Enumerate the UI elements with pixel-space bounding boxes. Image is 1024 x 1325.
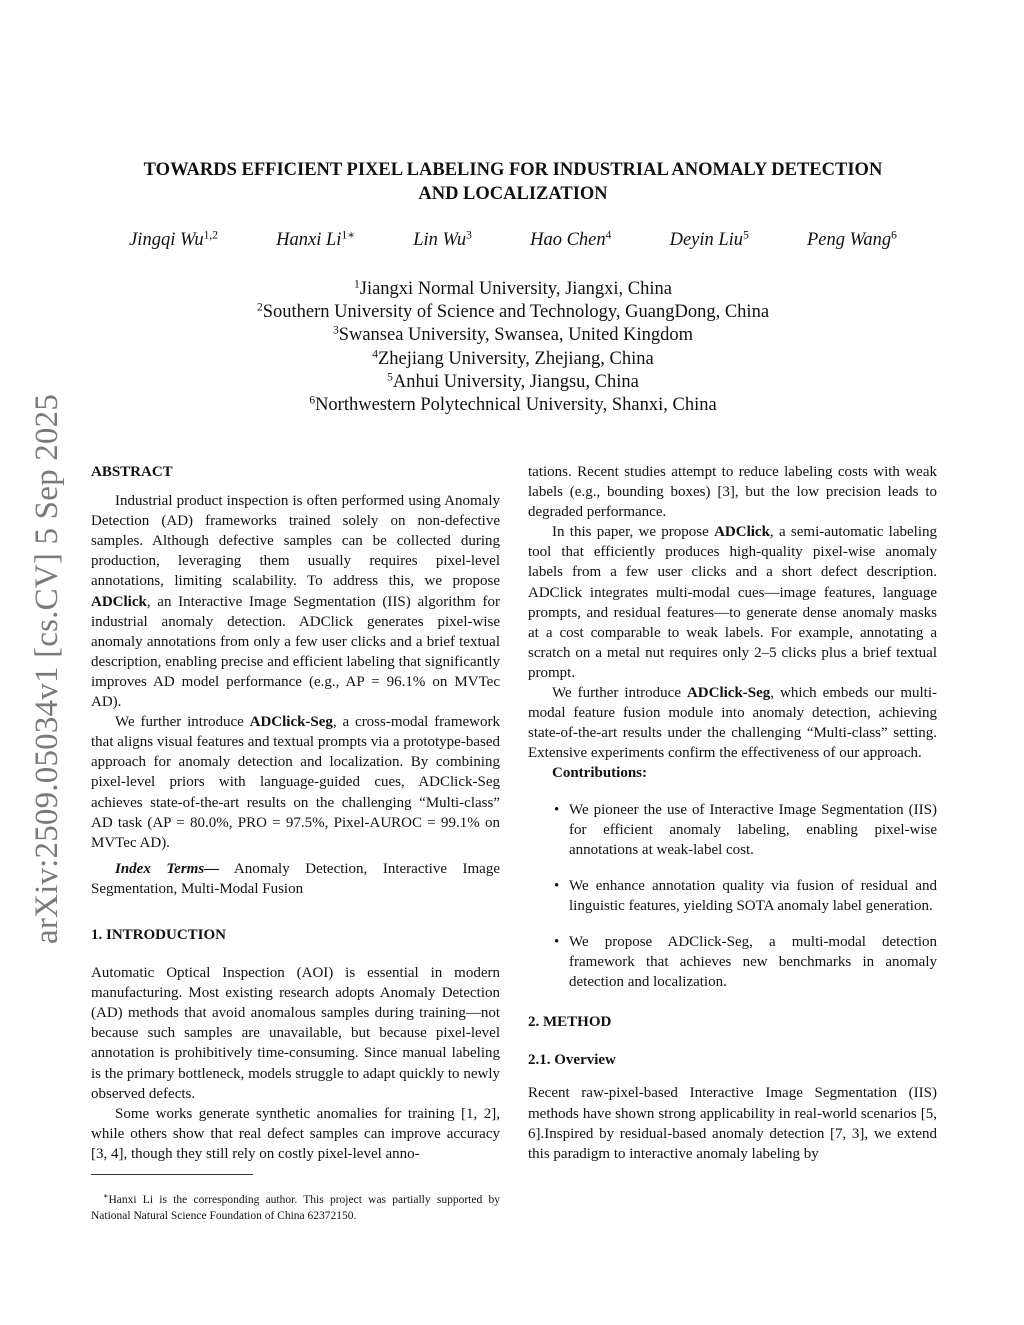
paper-title <box>100 158 926 206</box>
intro-paragraph-1: Automatic Optical Inspection (AOI) is essential in modern manufacturing. Most existing research adopts Anomaly Detection (AD) methods that avoid anomalous samples during training—not because such samples are unavailable, but because pixel-level annotation is prohibitively time-consuming. Since manual labeling is the primary bottleneck, models struggle to adapt quickly to newly observed defects. <box>91 965 500 1102</box>
footnote-rule <box>91 1174 253 1175</box>
intro-paragraph-3: In this paper, we propose ADClick, a semi-automatic labeling tool that efficiently produces high-quality pixel-wise anomaly labels from a few user clicks and a short defect description. ADClick integrates multi-modal cues—image features, language prompts, and residual features—to generate dense anomaly masks at a cost comparable to weak labels. For example, annotating a scratch on a metal nut requires only 2–5 clicks plus a brief textual prompt. <box>528 524 937 681</box>
method-paragraph: Recent raw-pixel-based Interactive Image Segmentation (IIS) methods have shown strong applicability in real-world scenarios [5, 6].Inspired by residual-based anomaly detection [7, 3], we extend this paradigm to interactive anomaly labeling by <box>528 1085 937 1162</box>
affiliation: $^1$Jiangxi Normal University, Jiangxi, China <box>354 278 672 299</box>
overview-subheading: 2.1. Overview <box>528 1052 616 1069</box>
abstract-paragraph-2: We further introduce ADClick-Seg, a cross-modal framework that aligns visual features and textual prompts via a prototype-based approach for anomaly detection and localization. By combining pixel-level priors with language-guided cues, ADClick-Seg achieves state-of-the-art results on the challenging “Multi-class” AD task (AP = 80.0%, PRO = 97.5%, Pixel-AUROC = 99.1% on MVTec AD). <box>91 714 500 851</box>
title-line-2: AND LOCALIZATION <box>418 184 608 204</box>
bullet-icon: • <box>554 801 560 818</box>
abstract-heading: ABSTRACT <box>91 464 173 480</box>
list-item: • We propose ADClick-Seg, a multi-modal detection framework that achieves new benchmarks in anomaly detection and localization. <box>554 933 937 991</box>
author: Hanxi $Li^{1∗}$ <box>276 229 356 250</box>
arxiv-identifier: arXiv:2509.05034v1 [cs.CV] 5 Sep 2025 <box>29 393 65 944</box>
affiliation: $^4$Zhejiang University, Zhejiang, China <box>372 348 654 369</box>
bullet-icon: • <box>554 933 560 950</box>
introduction-heading: 1. INTRODUCTION <box>91 926 227 943</box>
affiliation: $^5$Anhui University, Jiangsu, China <box>387 371 639 392</box>
method-heading: 2. METHOD <box>528 1014 612 1031</box>
abstract-paragraph-1: Industrial product inspection is often performed using Anomaly Detection (AD) frameworks trained solely on non-defective samples. Although defective samples can be collected during production, leveraging them usually requires pixel-level annotations, limiting scalability. To address this, we propose ADClick, an Interactive Image Segmentation (IIS) algorithm for industrial anomaly detection. ADClick generates pixel-wise anomaly annotations from only a few user clicks and a brief textual description, enabling precise and efficient labeling that significantly improves AD model performance (e.g., AP = 96.1% on MVTec AD). <box>91 493 500 711</box>
title-line-1: TOWARDS EFFICIENT PIXEL LABELING FOR INDUSTRIAL ANOMALY DETECTION <box>143 160 883 180</box>
affiliation: $^6$Northwestern Polytechnical University, Shanxi, China <box>309 394 717 416</box>
author-list <box>100 230 926 251</box>
author: Hao Chen$^4$ <box>530 229 612 250</box>
affiliation: $^2$Southern University of Science and Technology, GuangDong, China <box>256 301 770 323</box>
author: Deyin Liu$^5$ <box>669 229 749 250</box>
affiliation-list <box>100 278 926 417</box>
list-item: • We enhance annotation quality via fusion of residual and linguistic features, yielding SOTA anomaly label generation. <box>554 877 937 914</box>
left-column <box>91 462 500 1164</box>
author: Jingqi Wu$^{1,2}$ <box>129 229 218 250</box>
author: Peng Wang$^6$ <box>807 229 897 250</box>
list-item: • We pioneer the use of Interactive Image Segmentation (IIS) for efficient anomaly labeling, enabling pixel-wise annotations at weak-label cost. <box>554 801 937 858</box>
intro-paragraph-2: Some works generate synthetic anomalies for training [1, 2], while others show that real defect samples can improve accuracy [3, 4], though they still rely on costly pixel-level anno- <box>91 1105 500 1162</box>
arxiv-side-stamp <box>22 382 72 944</box>
intro-paragraph-continued: tations. Recent studies attempt to reduce labeling costs with weak labels (e.g., bounding boxes) [3], but the low precision leads to degraded performance. <box>528 464 937 521</box>
contributions-heading: Contributions: <box>552 765 648 782</box>
contributions-list <box>528 800 937 993</box>
bullet-icon: • <box>554 877 560 894</box>
intro-paragraph-4: We further introduce ADClick-Seg, which embeds our multi-modal feature fusion module into anomaly detection, achieving state-of-the-art results under the challenging “Multi-class” setting. Extensive experiments confirm the effectiveness of our approach. <box>528 685 937 762</box>
footnote: ∗Hanxi Li is the corresponding author. This project was partially supported by National Natural Science Foundation of China 62372150. <box>91 1191 500 1222</box>
affiliation: $^3$Swansea University, Swansea, United Kingdom <box>332 325 694 346</box>
index-terms: Index Terms— Anomaly Detection, Interactive Image Segmentation, Multi-Modal Fusion <box>91 860 500 897</box>
right-column <box>528 462 937 1164</box>
author: Lin Wu$^3$ <box>413 229 472 250</box>
